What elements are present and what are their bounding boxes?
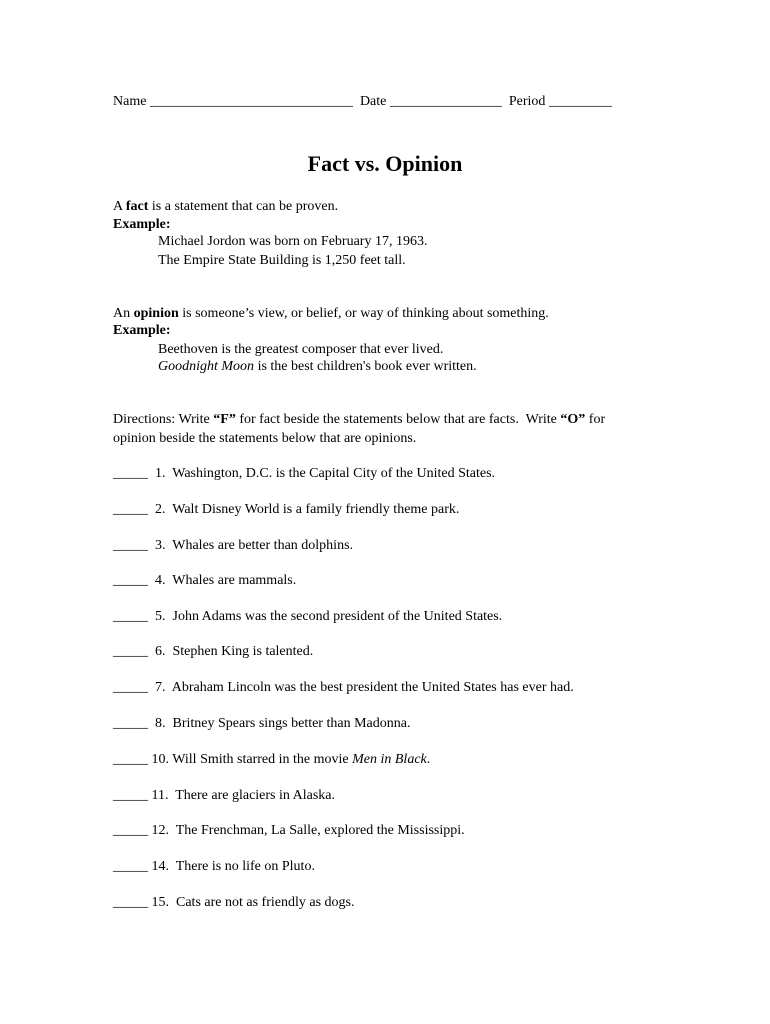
list-item: _____ 14. There is no life on Pluto. [113, 859, 315, 874]
list-item [113, 751, 430, 769]
opinion-prefix: An [113, 306, 134, 321]
fact-example-1: Michael Jordon was born on February 17, 1963. [158, 234, 428, 249]
fact-prefix: A [113, 199, 126, 214]
directions-text-c: for [585, 412, 606, 427]
opinion-definition [113, 305, 549, 323]
item-10-movie-title: Men in Black [352, 752, 427, 767]
list-item: _____ 1. Washington, D.C. is the Capital City of the United States. [113, 466, 496, 481]
list-item: _____ 6. Stephen King is talented. [113, 644, 314, 659]
list-item: _____ 7. Abraham Lincoln was the best president the United States has ever had. [113, 680, 574, 695]
fact-definition-text: is a statement that can be proven. [148, 199, 339, 214]
list-item: _____ 4. Whales are mammals. [113, 573, 297, 588]
directions-text-b: for fact beside the statements below that are facts. Write [235, 412, 561, 427]
item-10-prefix: _____ 10. Will Smith starred in the movie [113, 752, 353, 767]
fact-definition [113, 198, 338, 216]
opinion-example-1: Beethoven is the greatest composer that ever lived. [158, 342, 444, 357]
item-10-suffix: . [426, 752, 431, 767]
directions-line-2: opinion beside the statements below that are opinions. [113, 431, 417, 446]
list-item: _____ 12. The Frenchman, La Salle, explored the Mississippi. [113, 823, 465, 838]
list-item: _____ 3. Whales are better than dolphins. [113, 538, 354, 553]
name-blank: _____________________________ [149, 94, 353, 109]
directions-text-a: Directions: Write [113, 412, 214, 427]
opinion-definition-text: is someone’s view, or belief, or way of thinking about something. [178, 306, 549, 321]
name-label: Name [113, 94, 147, 109]
date-blank: ________________ [389, 94, 502, 109]
o-mark: “O” [560, 412, 586, 427]
period-label: Period [508, 94, 546, 109]
opinion-term: opinion [133, 306, 179, 321]
list-item: _____ 15. Cats are not as friendly as dogs. [113, 895, 355, 910]
date-label: Date [359, 94, 387, 109]
f-mark: “F” [213, 412, 236, 427]
fact-term: fact [125, 199, 149, 214]
header-line [113, 93, 612, 111]
list-item: _____ 11. There are glaciers in Alaska. [113, 788, 335, 803]
opinion-example-label: Example: [113, 323, 171, 338]
list-item: _____ 2. Walt Disney World is a family friendly theme park. [113, 502, 460, 517]
opinion-example-2-rest: is the best children's book ever written. [254, 359, 477, 374]
list-item: _____ 8. Britney Spears sings better than Madonna. [113, 716, 411, 731]
directions-line-1 [113, 411, 605, 429]
fact-example-label: Example: [113, 217, 171, 232]
fact-example-2: The Empire State Building is 1,250 feet tall. [158, 253, 406, 268]
opinion-example-2 [158, 358, 477, 376]
opinion-example-2-title: Goodnight Moon [158, 359, 255, 374]
page-title: Fact vs. Opinion [307, 151, 463, 176]
list-item: _____ 5. John Adams was the second president of the United States. [113, 609, 503, 624]
period-blank: _________ [548, 94, 612, 109]
